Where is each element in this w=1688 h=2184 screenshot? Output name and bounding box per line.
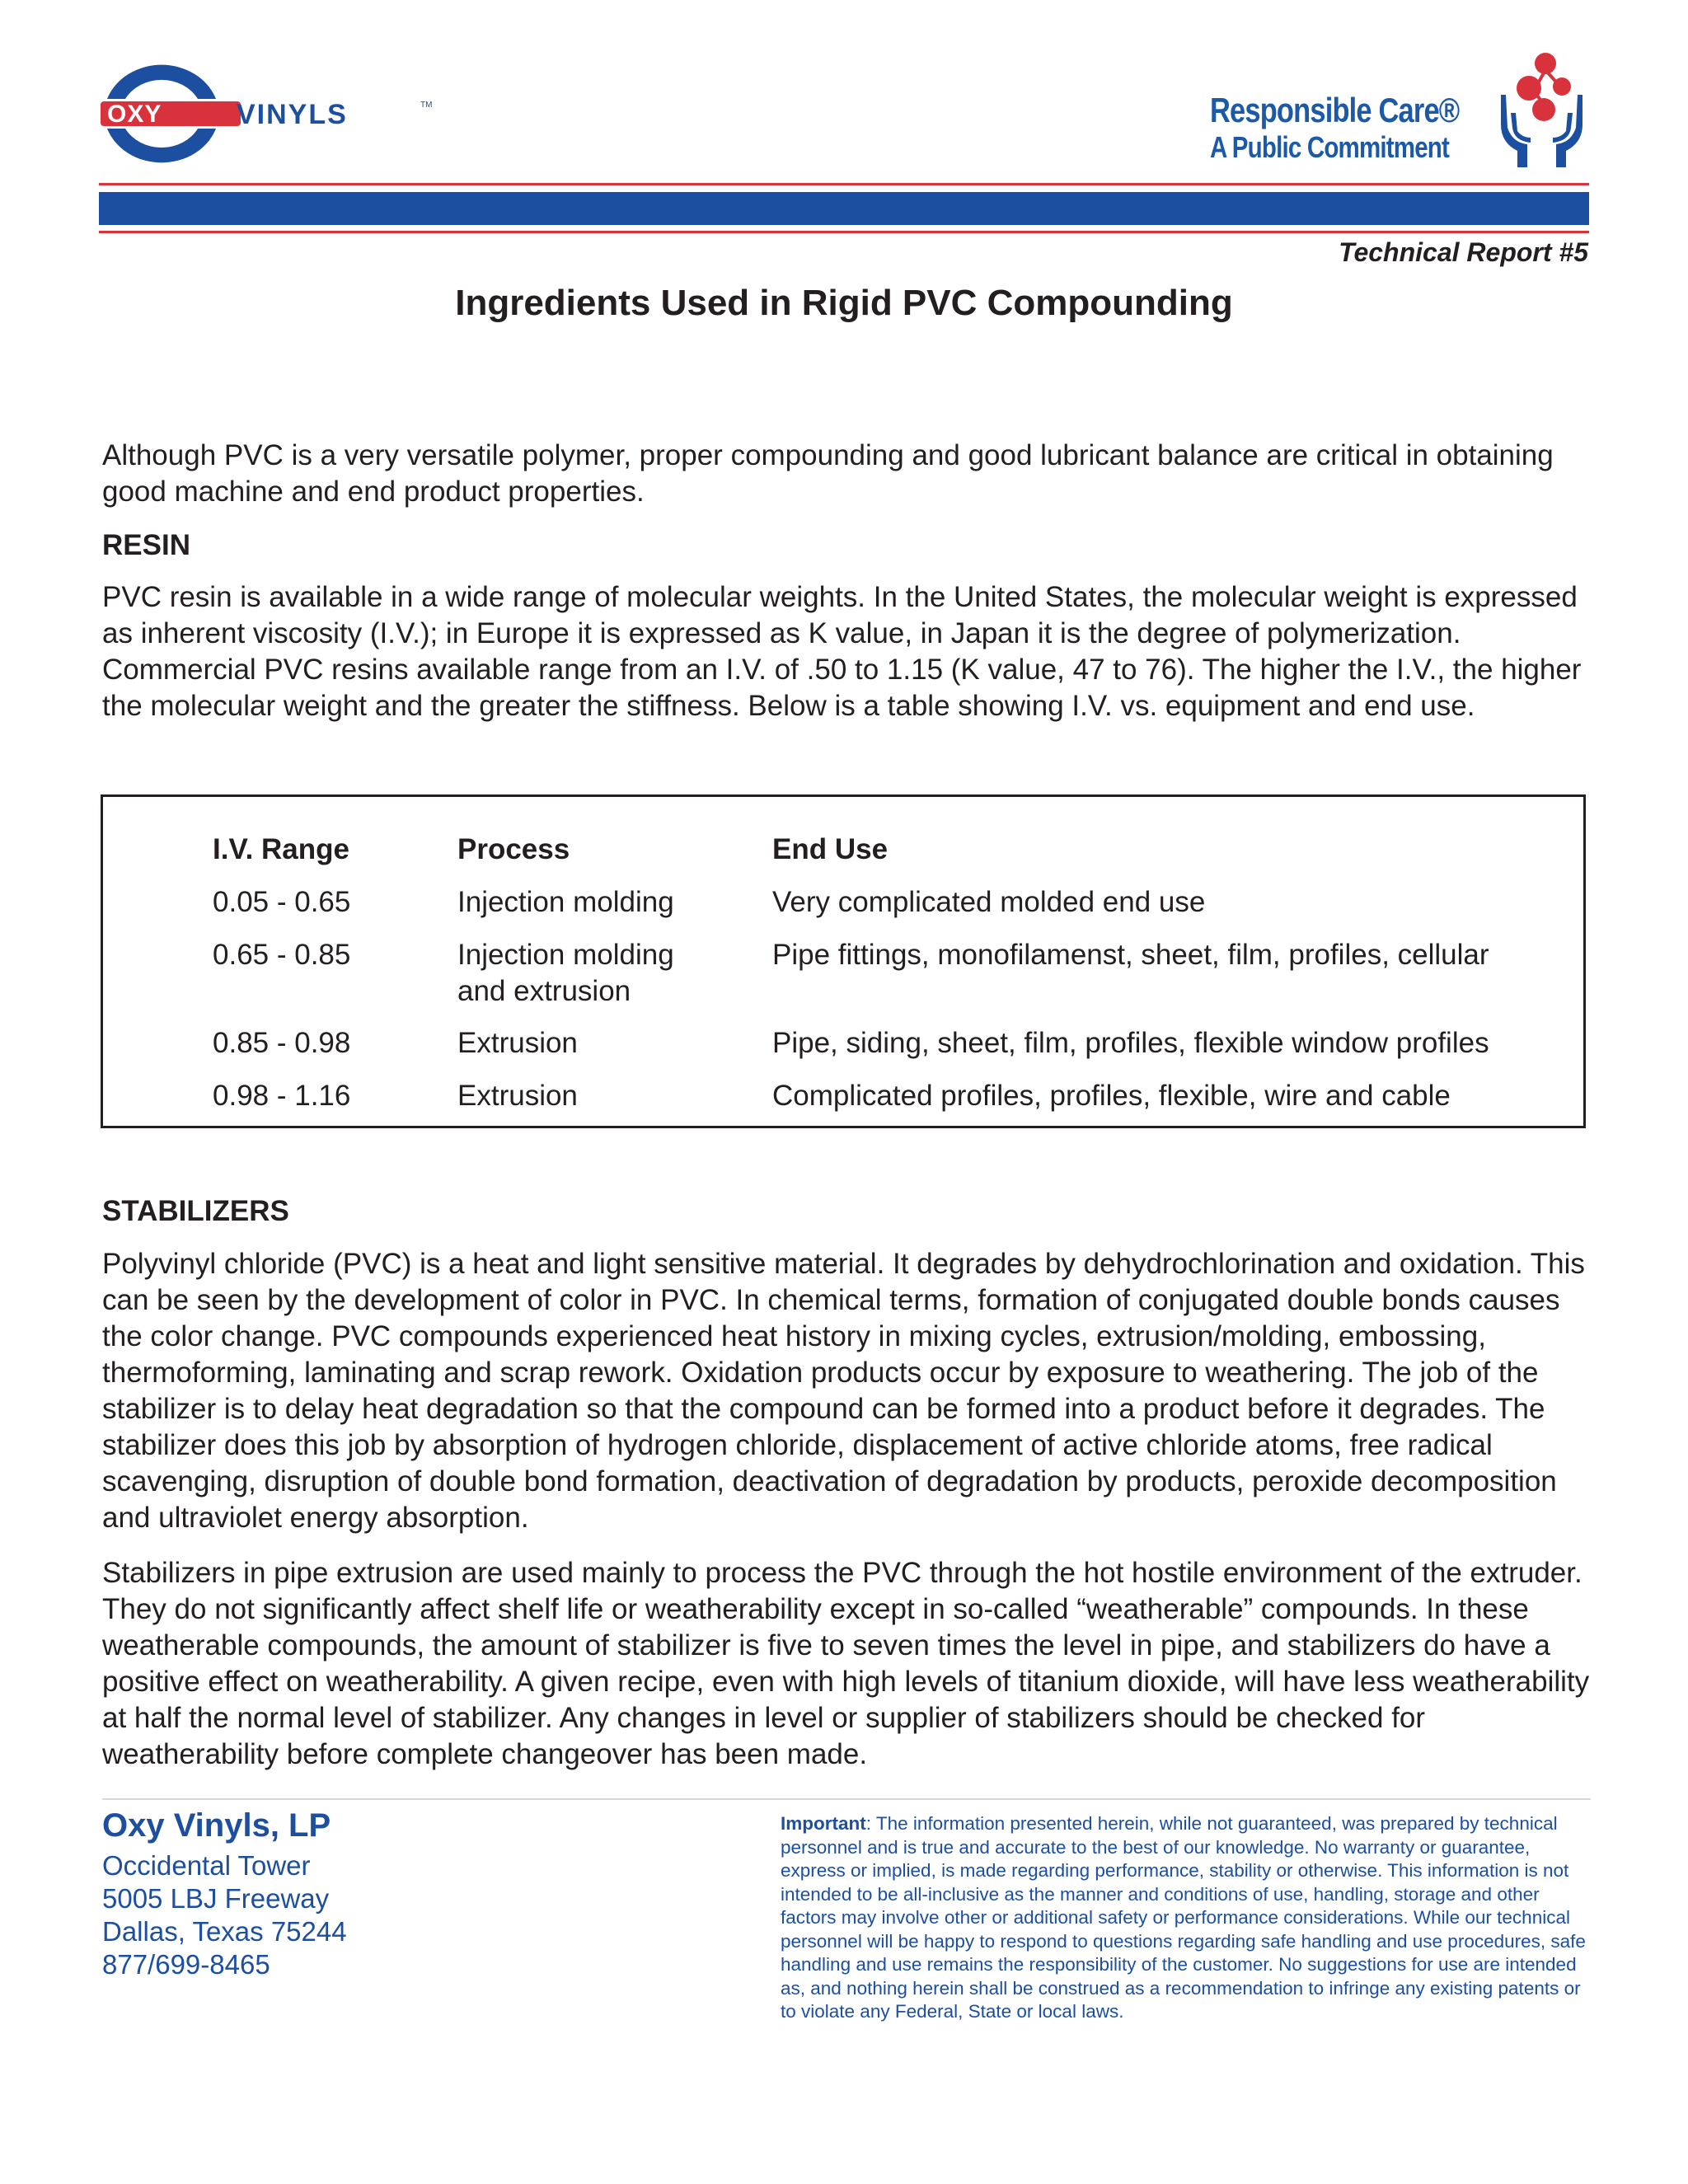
cell-end-use: Complicated profiles, profiles, flexible, wire and cable (772, 1080, 1451, 1112)
company-name: Oxy Vinyls, LP (102, 1807, 331, 1844)
cell-process: Injection molding (457, 939, 674, 971)
cell-process: Injection molding (457, 886, 674, 918)
cell-range: 0.85 - 0.98 (213, 1027, 351, 1059)
resin-heading: RESIN (102, 529, 190, 561)
phone-number: 877/699-8465 (102, 1949, 270, 1980)
rc-line1: Responsible Care® (1210, 91, 1460, 129)
cell-process: Extrusion (457, 1080, 578, 1112)
rc-line2: A Public Commitment (1210, 130, 1450, 164)
page-title: Ingredients Used in Rigid PVC Compounding (455, 283, 1233, 323)
address-line: 5005 LBJ Freeway (102, 1883, 330, 1914)
cell-range: 0.65 - 0.85 (213, 939, 351, 971)
header-rule-top (99, 183, 1589, 185)
resin-paragraph: PVC resin is available in a wide range of molecular weights. In the United States, the molecular weight is expressed as inherent viscosity (I.V.); in Europe it is expressed as K value, in Japan it is the degree of polymerization. Commercial PVC resins available range from an I.V. of .50 to 1.15 (K value, 47 to 76). The higher the I.V., the higher the molecular weight and the greater the stiffness. Below is a table showing I.V. vs. equipment and end use. (102, 581, 1582, 722)
important-label: Important (781, 1813, 866, 1834)
report-label: Technical Report #5 (1339, 237, 1588, 267)
header-band (99, 192, 1589, 225)
svg-text:OXY: OXY (107, 101, 162, 128)
cell-end-use: Pipe, siding, sheet, film, profiles, flexible window profiles (772, 1027, 1489, 1059)
responsible-care-logo (1210, 45, 1589, 177)
cell-end-use: Pipe fittings, monofilamenst, sheet, film, profiles, cellular (772, 939, 1489, 971)
address-line: Occidental Tower (102, 1850, 311, 1881)
oxyvinyls-logo-mark (101, 49, 447, 173)
svg-text:VINYLS: VINYLS (237, 99, 348, 130)
col-header-process: Process (457, 833, 570, 865)
iv-range-table (101, 794, 1586, 1128)
stabilizers-paragraph-2: Stabilizers in pipe extrusion are used mainly to process the PVC through the hot hostile environment of the extruder. They do not significantly affect shelf life or weatherability except in so-called “weatherable” compounds. In these weatherable compounds, the amount of stabilizer is five to seven times the level in pipe, and stabilizers do have a positive effect on weatherability. A given recipe, even with high levels of titanium dioxide, will have less weatherability at half the normal level of stabilizer. Any changes in level or supplier of stabilizers should be checked for weatherability before complete changeover has been made. (102, 1557, 1590, 1770)
header-rule-bottom (99, 231, 1589, 233)
intro-paragraph: Although PVC is a very versatile polymer, proper compounding and good lubricant balance are critical in obtaining good machine and end product properties. (102, 439, 1554, 508)
cell-range: 0.05 - 0.65 (213, 886, 351, 918)
footer-rule (102, 1798, 1591, 1800)
oxyvinyls-logo (101, 49, 447, 173)
col-header-iv-range: I.V. Range (213, 833, 349, 865)
cell-process: Extrusion (457, 1027, 578, 1059)
important-disclaimer (781, 1812, 1588, 2024)
address-line: Dallas, Texas 75244 (102, 1916, 347, 1947)
hands-molecule-icon (1494, 45, 1589, 169)
cell-end-use: Very complicated molded end use (772, 886, 1206, 918)
col-header-end-use: End Use (772, 833, 889, 865)
stabilizers-heading: STABILIZERS (102, 1195, 289, 1227)
svg-text:TM: TM (420, 101, 433, 110)
cell-process-cont: and extrusion (457, 975, 631, 1007)
important-text: : The information presented herein, while not guaranteed, was prepared by technical personnel and is true and accurate to the best of our knowledge. No warranty or guarantee, express or implied, is made regarding performance, stability or otherwise. This information is not intended to be all-inclusive as the manner and conditions of use, handling, storage and other factors may involve other or additional safety or performance considerations. While our technical personnel will be happy to respond to questions regarding safe handling and use procedures, safe handling and use remains the responsibility of the customer. No suggestions for use are intended as, and nothing herein shall be construed as a recommendation to infringe any existing patents or to violate any Federal, State or local laws. (781, 1813, 1586, 2022)
stabilizers-paragraph-1: Polyvinyl chloride (PVC) is a heat and light sensitive material. It degrades by dehydrochlorination and oxidation. This can be seen by the development of color in PVC. In chemical terms, formation of conjugated double bonds causes the color change. PVC compounds experienced heat history in mixing cycles, extrusion/molding, embossing, thermoforming, laminating and scrap rework. Oxidation products occur by exposure to weathering. The job of the stabilizer is to delay heat degradation so that the compound can be formed into a product before it degrades. The stabilizer does this job by absorption of hydrogen chloride, displacement of active chloride atoms, free radical scavenging, disruption of double bond formation, deactivation of degradation by products, peroxide decomposition and ultraviolet energy absorption. (102, 1248, 1585, 1534)
cell-range: 0.98 - 1.16 (213, 1080, 351, 1112)
